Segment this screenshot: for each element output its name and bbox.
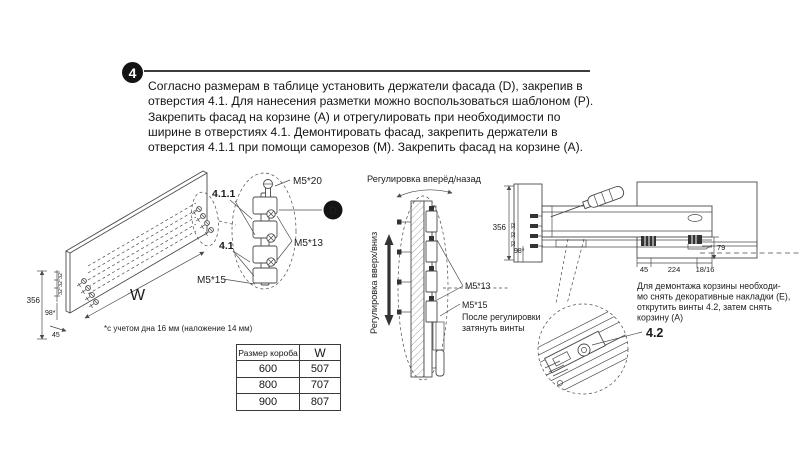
tighten-note-line2: затянуть винты xyxy=(462,323,525,333)
hole-411-label: 4.1.1 xyxy=(212,188,236,200)
table-cell: 800 xyxy=(237,377,300,394)
removal-note-line: открутить винты 4.2, затем снять xyxy=(637,302,772,312)
adjust-m5-13-label: M5*13 xyxy=(465,281,491,291)
instruction-line: отверстия 4.1.1 при помощи саморезов (M). Закрепить фасад на корзине (A). xyxy=(148,140,583,155)
hole-41-label: 4.1 xyxy=(219,240,234,252)
side-dim-79: 79 xyxy=(717,243,726,252)
removal-note-line: корзину (A) xyxy=(637,312,684,323)
m5-20-label: M5*20 xyxy=(293,176,322,187)
table-cell: 807 xyxy=(300,394,341,411)
detail-42-label: 4.2 xyxy=(646,326,664,340)
fascia-dim-45: 45 xyxy=(52,332,60,339)
fascia-dim-32: 32 xyxy=(58,272,64,279)
step-number-badge: 4 xyxy=(122,62,143,83)
fascia-dim-32: 32 xyxy=(58,288,64,295)
m5-13-label: M5*13 xyxy=(294,238,323,249)
table-cell: 900 xyxy=(237,394,300,411)
fascia-dim-356: 356 xyxy=(26,296,40,305)
decorative-cap xyxy=(688,235,702,244)
removal-note-line: мо снять декоративные накладки (E), xyxy=(637,291,791,302)
table-cell: 507 xyxy=(300,361,341,378)
removal-note-line: Для демонтажа корзины необходи- xyxy=(637,281,781,291)
m5-15-label: M5*15 xyxy=(197,275,226,286)
fascia-dim-98: 98* xyxy=(45,310,56,317)
side-dim-356: 356 xyxy=(492,223,506,232)
instruction-line: ширине в отверстиях 4.1. Демонтировать фасад, закрепить держатели в xyxy=(148,124,558,139)
fascia-dim-32: 32 xyxy=(58,280,64,287)
table-row xyxy=(237,361,341,378)
fascia-footnote: *с учетом дна 16 мм (наложение 14 мм) xyxy=(104,324,253,333)
instruction-line: Согласно размерам в таблице установить держатели фасада (D), закрепив в xyxy=(148,79,583,93)
adjust-m5-15-label: M5*15 xyxy=(462,300,488,310)
table-row xyxy=(237,394,341,411)
adjust-forward-back-label: Регулировка вперёд/назад xyxy=(367,174,481,184)
instruction-line: отверстия 4.1. Для нанесения разметки можно воспользоваться шаблоном (P). xyxy=(148,94,594,109)
side-dim-45: 45 xyxy=(639,265,649,274)
fascia-w-label: W xyxy=(130,287,146,304)
side-dim-32: 32 xyxy=(511,240,517,247)
table-cell: 707 xyxy=(300,377,341,394)
side-dim-32: 32 xyxy=(511,231,517,238)
instruction-line: Закрепить фасад на корзине (A) и отрегулировать при необходимости по xyxy=(148,109,561,124)
size-table xyxy=(236,344,341,411)
decorative-cap xyxy=(641,236,656,246)
table-cell: 600 xyxy=(237,361,300,378)
rail-inset-linework xyxy=(523,294,643,411)
side-dim-98: 98* xyxy=(514,248,525,255)
side-dim-32: 32 xyxy=(511,222,517,229)
table-row xyxy=(237,377,341,394)
tighten-note-line1: После регулировки xyxy=(462,312,541,322)
adjust-up-down-label: Регулировка вверх/вниз xyxy=(369,231,379,334)
d-badge-letter: D xyxy=(329,205,337,217)
holder-detail-drawing xyxy=(197,173,343,289)
size-table-header-row xyxy=(237,345,341,361)
size-table-header-w: W xyxy=(300,345,341,361)
side-dim-224: 224 xyxy=(667,265,681,274)
side-dim-18-16: 18/16 xyxy=(695,265,715,274)
side-view-drawing xyxy=(493,182,800,323)
size-table-header-box: Размер короба xyxy=(237,345,300,361)
